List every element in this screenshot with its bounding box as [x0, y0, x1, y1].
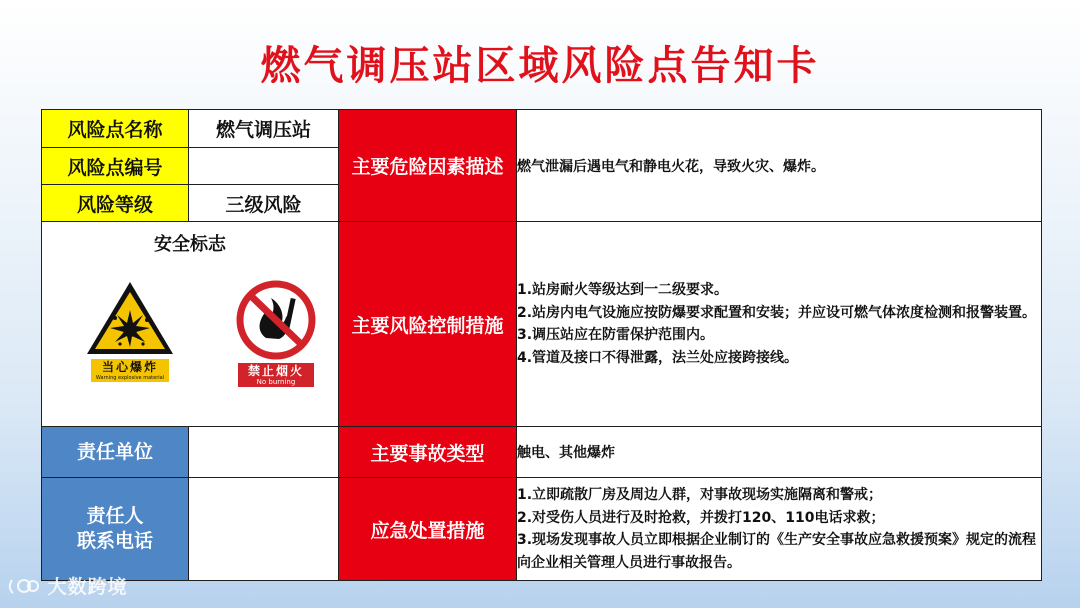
responsible-unit-value: [189, 427, 339, 478]
explosive-warning-sign: [85, 280, 175, 382]
accident-type-label: 主要事故类型: [339, 427, 517, 478]
contact-label: [42, 478, 189, 581]
explosive-sign-label: 当心爆炸: [91, 359, 169, 374]
hazard-label: 主要危险因素描述: [339, 110, 517, 222]
risk-number-label: 风险点编号: [42, 148, 189, 185]
risk-name-label: 风险点名称: [42, 110, 189, 148]
control-label: 主要风险控制措施: [339, 222, 517, 427]
control-list: [517, 222, 1042, 427]
safety-signs: [42, 280, 338, 400]
emergency-item: 3.现场发现事故人员立即根据企业制订的《生产安全事故应急救援预案》规定的流程向企业相关管理人员进行事故报告。: [517, 532, 1037, 571]
hazard-text: 燃气泄漏后遇电气和静电火花，导致火灾、爆炸。: [517, 110, 1042, 222]
control-item: 3.调压站应在防雷保护范围内。: [517, 327, 715, 343]
safety-signs-cell: [42, 222, 339, 427]
emergency-list: [517, 478, 1042, 581]
watermark: [8, 572, 128, 599]
explosive-warning-icon: [85, 280, 175, 356]
no-fire-sign-sublabel: No burning: [238, 378, 314, 387]
emergency-item: 2.对受伤人员进行及时抢救，并拨打120、110电话求救；: [517, 509, 885, 526]
watermark-logo-icon: [8, 576, 40, 596]
risk-level-label: 风险等级: [42, 185, 189, 222]
no-fire-sign: [231, 280, 321, 387]
accident-type-text: 触电、其他爆炸: [517, 427, 1042, 478]
contact-label-line1: 责任人: [86, 505, 144, 527]
contact-label-line2: 联系电话: [76, 530, 153, 552]
control-item: 2.站房内电气设施应按防爆要求配置和安装；并应设可燃气体浓度检测和报警装置。: [517, 304, 1037, 321]
emergency-item: 1.立即疏散厂房及周边人群，对事故现场实施隔离和警戒；: [517, 487, 883, 503]
risk-number-value: [189, 148, 339, 185]
explosive-sign-sublabel: Warning explosive material: [91, 374, 169, 382]
page-title: 燃气调压站区域风险点告知卡: [260, 43, 820, 89]
risk-level-value: 三级风险: [189, 185, 339, 222]
risk-card-table: [41, 109, 1042, 581]
control-item: 4.管道及接口不得泄露，法兰处应接跨接线。: [517, 349, 799, 366]
control-item: 1.站房耐火等级达到一二级要求。: [517, 282, 729, 298]
responsible-unit-label: 责任单位: [42, 427, 189, 478]
no-fire-sign-label: 禁止烟火: [238, 363, 314, 378]
emergency-label: 应急处置措施: [339, 478, 517, 581]
risk-name-value: 燃气调压站: [189, 110, 339, 148]
contact-value: [189, 478, 339, 581]
watermark-text: 大数跨境: [47, 576, 128, 598]
no-fire-icon: [235, 280, 317, 360]
safety-signs-title: 安全标志: [154, 234, 226, 255]
